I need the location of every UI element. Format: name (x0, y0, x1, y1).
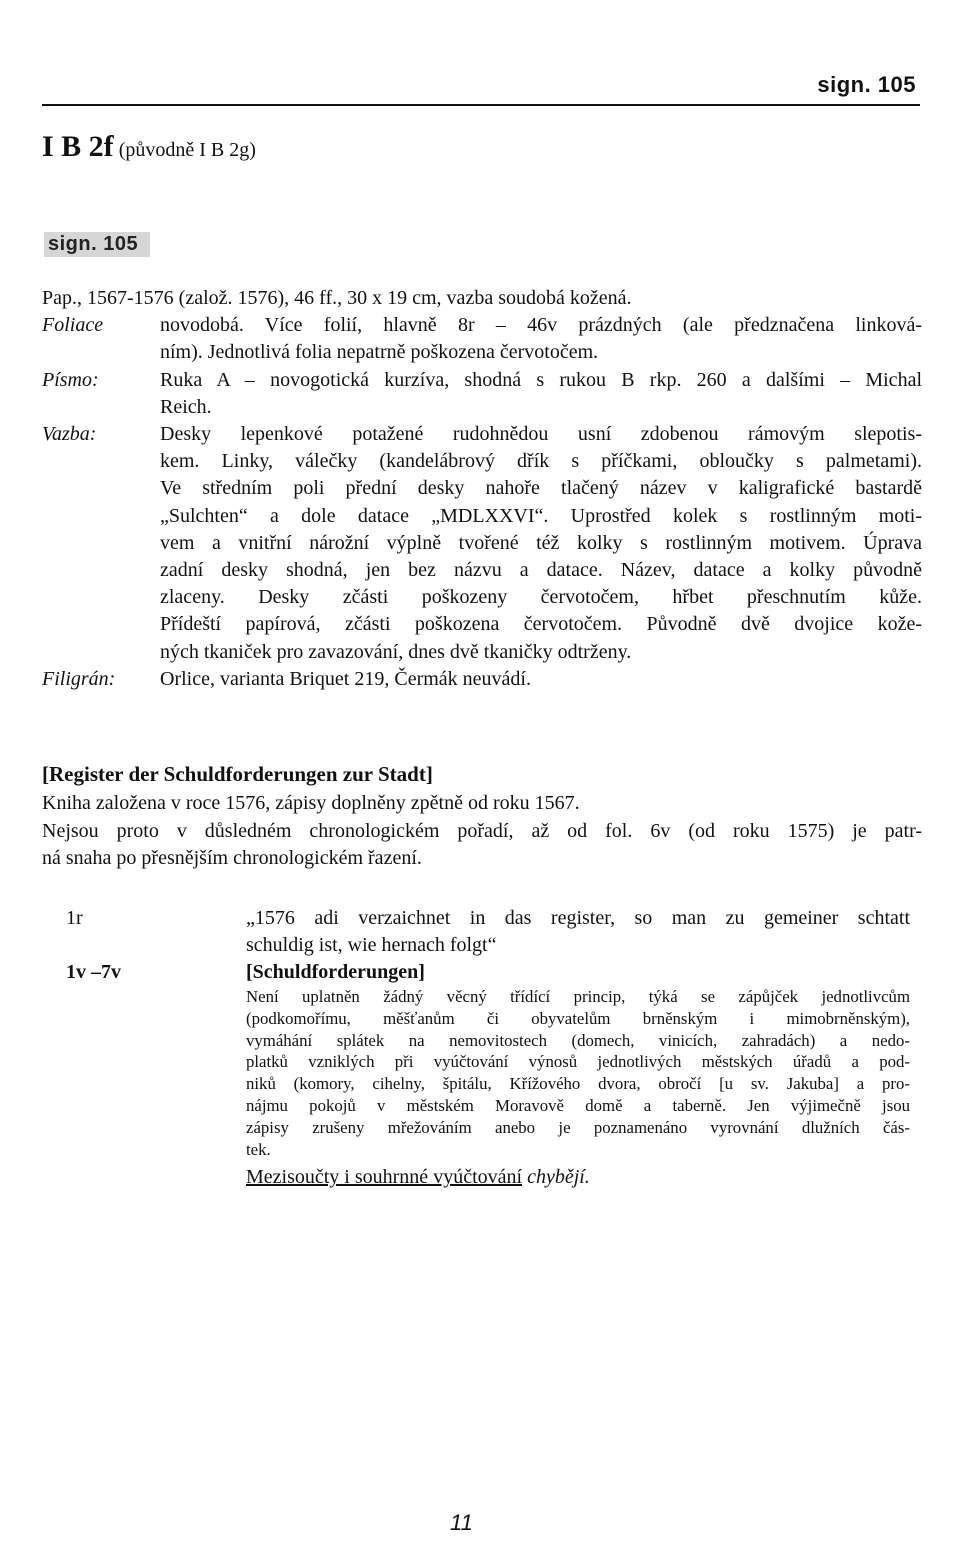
physical-description (42, 285, 922, 693)
signature-stamp: sign. 105 (44, 232, 150, 257)
vazba-line: Přídeští papírová, zčásti poškozena červotočem. Původně dvě dvojice kože- (160, 613, 922, 636)
foliace-row (42, 312, 922, 366)
vazba-line: ných tkaniček pro zavazování, dnes dvě tkaničky odtrženy. (160, 640, 632, 663)
section-line: Nejsou proto v důsledném chronologickém pořadí, až od fol. 6v (od roku 1575) je patr- (42, 819, 922, 842)
record-title (42, 130, 256, 164)
title-main: I B 2f (42, 130, 114, 163)
pismo-text (160, 367, 922, 421)
entry-summary (246, 1164, 910, 1191)
vazba-line: kem. Linky, válečky (kandelábrový dřík s příčkami, obloučky s palmetami). (160, 450, 922, 473)
entry-note-line: platků vzniklých při vyúčtování výnosů jednotlivých městských úřadů a pod- (246, 1052, 910, 1072)
foliace-line: novodobá. Více folií, hlavně 8r – 46v prázdných (ale předznačena linková- (160, 314, 922, 337)
section-title: [Register der Schuldforderungen zur Stadt] (42, 762, 433, 786)
entry-note-line: vymáhání splátek na nemovitostech (domech, vinicích, zahradách) a nedo- (246, 1030, 910, 1050)
pismo-line: Ruka A – novogotická kurzíva, shodná s rukou B rkp. 260 a dalšími – Michal (160, 368, 922, 391)
summary-italic: chybějí. (527, 1166, 590, 1189)
vazba-line: vem a vnitřní nárožní výplně tvořené též kolky s rostlinným motivem. Úprava (160, 531, 922, 554)
vazba-line: „Sulchten“ a dole datace „MDLXXVI“. Uprostřed kolek s rostlinným moti- (160, 504, 922, 527)
entry-content (246, 959, 910, 1191)
entry-folio: 1v –7v (66, 961, 121, 983)
section-line: Kniha založena v roce 1576, zápisy doplněny zpětně od roku 1567. (42, 792, 580, 814)
section-line: ná snaha po přesnějším chronologickém řazení. (42, 847, 422, 869)
pismo-line: Reich. (160, 395, 212, 418)
filigran-line: Orlice, varianta Briquet 219, Čermák neuvádí. (160, 667, 531, 690)
vazba-line: Desky lepenkové potažené rudohnědou usní zdobenou rámovým slepotis- (160, 423, 922, 446)
entry-folio: 1r (66, 907, 83, 929)
entry-note-line: nájmu pokojů v městském Moravově domě a taberně. Jen výjimečně jsou (246, 1095, 910, 1115)
pismo-row (42, 367, 922, 421)
entry-quote-line: schuldig ist, wie hernach folgt“ (246, 934, 497, 956)
foliace-label: Foliace (42, 314, 104, 337)
entry-note-line: (podkomořímu, měšťanům či obyvatelům brněnským i mimobrněnským), (246, 1008, 910, 1028)
pismo-label: Písmo: (42, 368, 99, 391)
filigran-row (42, 666, 922, 693)
description-intro: Pap., 1567-1576 (založ. 1576), 46 ff., 30 x 19 cm, vazba soudobá kožená. (42, 287, 632, 309)
filigran-text (160, 666, 922, 693)
header-rule (42, 104, 920, 106)
entry-note-line: Není uplatněn žádný věcný třídící princip, týká se zápůjček jednotlivcům (246, 987, 910, 1006)
filigran-label: Filigrán: (42, 667, 116, 690)
vazba-line: Ve středním poli přední desky nahoře tlačený název v kaligrafické bastardě (160, 477, 922, 500)
vazba-row (42, 421, 922, 666)
entry-note-line: niků (komory, cihelny, špitálu, Křížového dvora, obročí [u sv. Jakuba] a pro- (246, 1074, 910, 1094)
vazba-line: zlaceny. Desky zčásti poškozeny červotočem, hřbet přeschnutím kůže. (160, 586, 922, 609)
header-signature: sign. 105 (817, 72, 916, 97)
entry-quote (246, 905, 910, 959)
vazba-text (160, 421, 922, 666)
entry-quote-line: „1576 adi verzaichnet in das register, so man zu gemeiner schtatt (246, 907, 910, 929)
vazba-line: zadní desky shodná, jen bez názvu a datace. Název, datace a kolky původně (160, 559, 922, 582)
title-original-sign: (původně I B 2g) (118, 139, 256, 161)
foliace-line: ním). Jednotlivá folia nepatrně poškozena červotočem. (160, 341, 599, 364)
vazba-label: Vazba: (42, 423, 97, 446)
section-body (42, 790, 922, 873)
entry-heading: [Schuldforderungen] (246, 961, 425, 983)
entry-item (66, 905, 916, 959)
entry-note-line: tek. (246, 1139, 271, 1159)
entry-note (246, 986, 910, 1160)
summary-underlined: Mezisoučty i souhrnné vyúčtování (246, 1166, 523, 1189)
entry-item (66, 959, 916, 1191)
entries-list (66, 905, 916, 1191)
entry-note-line: zápisy zrušeny mřežováním anebo je poznamenáno vyrovnání dlužních čás- (246, 1117, 910, 1137)
foliace-text (160, 312, 922, 366)
page-number: 11 (450, 1510, 473, 1535)
